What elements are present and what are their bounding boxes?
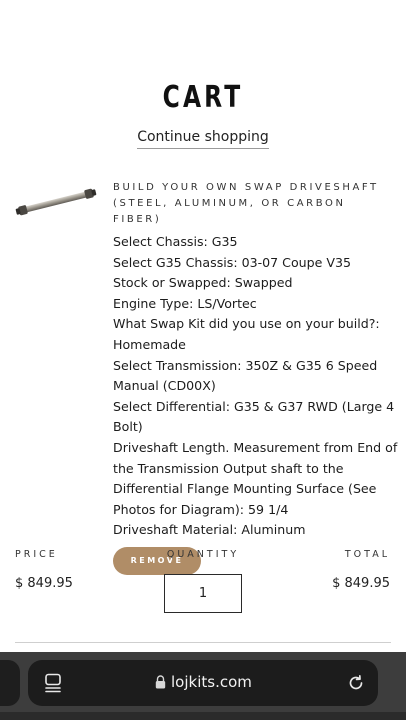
option-line: Select G35 Chassis: 03-07 Coupe V35	[113, 254, 352, 270]
product-options	[113, 232, 398, 541]
price-column-header: PRICE	[15, 549, 58, 560]
option-line: Differential Flange Mounting Surface (See	[113, 481, 377, 497]
remove-button[interactable]: REMOVE	[113, 547, 201, 575]
product-title[interactable]	[113, 180, 398, 228]
option-line: Homemade	[113, 336, 186, 352]
option-line: Stock or Swapped: Swapped	[113, 275, 293, 291]
divider	[15, 642, 391, 643]
item-total: $ 849.95	[332, 576, 390, 591]
option-line: Bolt)	[113, 419, 143, 435]
quantity-column-header: QUANTITY	[166, 549, 240, 560]
tabs-icon[interactable]	[44, 673, 62, 693]
quantity-input[interactable]: 1	[164, 574, 242, 613]
driveshaft-image[interactable]	[14, 184, 98, 220]
option-line: What Swap Kit did you use on your build?:	[113, 316, 380, 332]
page-title: CART	[162, 80, 244, 115]
option-line: Select Chassis: G35	[113, 234, 238, 249]
option-line: Select Transmission: 350Z & G35 6 Speed	[113, 357, 378, 373]
option-line: Driveshaft Length. Measurement from End of	[113, 439, 398, 455]
total-column-header: TOTAL	[344, 549, 390, 560]
continue-shopping-link[interactable]	[0, 129, 406, 145]
option-line: Manual (CD00X)	[113, 378, 216, 394]
option-line: Engine Type: LS/Vortec	[113, 295, 257, 311]
item-price: $ 849.95	[15, 576, 73, 591]
cart-item-details	[113, 180, 398, 575]
option-line: Photos for Diagram): 59 1/4	[113, 501, 289, 517]
url-text[interactable]: lojkits.com	[171, 673, 252, 691]
product-title-line: (STEEL, ALUMINUM, OR CARBON FIBER)	[113, 198, 346, 225]
previous-tab-stub[interactable]	[0, 660, 20, 706]
lock-icon	[155, 675, 166, 689]
option-line: Select Differential: G35 & G37 RWD (Large 4	[113, 398, 395, 414]
option-line: the Transmission Output shaft to the	[113, 460, 344, 476]
product-title-line: BUILD YOUR OWN SWAP DRIVESHAFT	[113, 182, 379, 193]
continue-shopping-label: Continue shopping	[137, 129, 269, 149]
option-line: Driveshaft Material: Aluminum	[113, 522, 306, 538]
reload-icon[interactable]	[346, 673, 366, 693]
bottom-toolbar-strip	[0, 712, 406, 720]
